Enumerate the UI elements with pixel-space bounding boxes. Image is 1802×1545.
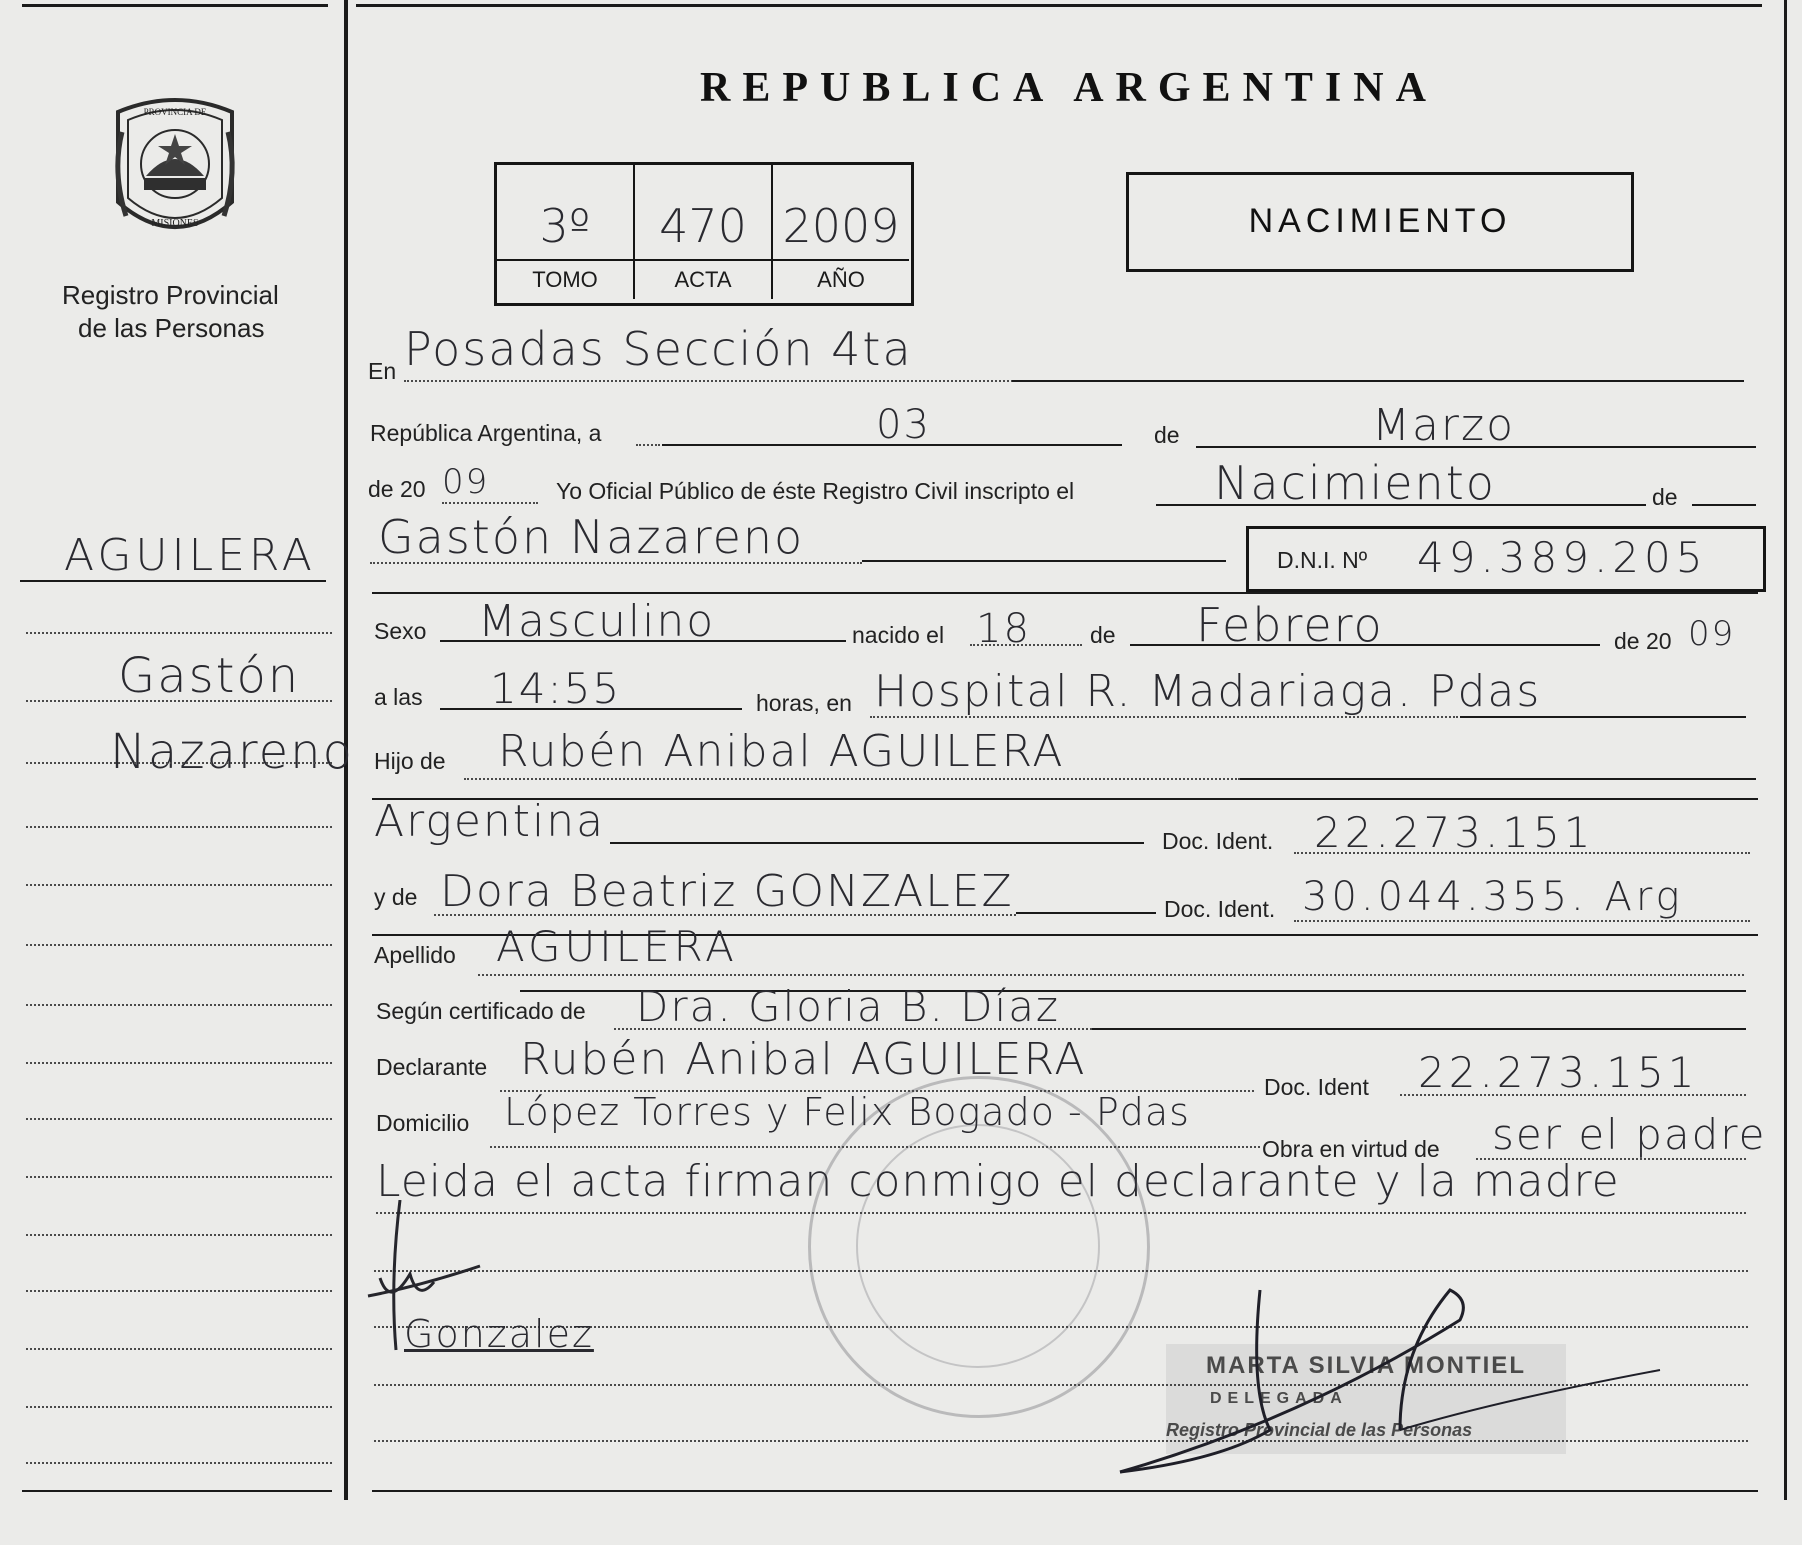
mother-name: Dora Beatriz GONZALEZ bbox=[440, 866, 1014, 917]
mother-doc: 30.044.355. Arg bbox=[1302, 874, 1684, 920]
officer-text: Yo Oficial Público de éste Registro Civil inscripto el bbox=[556, 478, 1075, 504]
registry-name-line2: de las Personas bbox=[78, 313, 265, 343]
dotted-line bbox=[614, 1028, 1092, 1030]
margin-bottom-line bbox=[22, 1490, 332, 1492]
apellido-value: AGUILERA bbox=[496, 922, 738, 971]
de-label-3: de bbox=[1090, 622, 1116, 648]
margin-dots bbox=[26, 700, 332, 702]
obra-value: ser el padre bbox=[1492, 1110, 1767, 1159]
day-value: 03 bbox=[876, 402, 931, 448]
margin-dots bbox=[26, 1290, 332, 1292]
anio-value: 2009 bbox=[782, 199, 900, 253]
acta-cell bbox=[635, 165, 773, 299]
closing-text: Leida el acta firman conmigo el declarante y la madre bbox=[376, 1156, 1620, 1207]
blank-line bbox=[1012, 380, 1744, 382]
dni-label: D.N.I. Nº bbox=[1277, 547, 1368, 573]
father-name: Rubén Anibal AGUILERA bbox=[498, 726, 1065, 777]
margin-given-line1: Gastón bbox=[118, 648, 301, 704]
dotted-line bbox=[870, 716, 1458, 718]
margin-surname: AGUILERA bbox=[64, 530, 316, 581]
margin-dots bbox=[26, 1462, 332, 1464]
dotted-line bbox=[636, 444, 660, 446]
margin-surname-line bbox=[20, 580, 326, 582]
left-signature-text: Gonzalez bbox=[404, 1312, 594, 1356]
acta-label: ACTA bbox=[635, 259, 771, 299]
apellido-label: Apellido bbox=[374, 942, 456, 968]
birth-year-suffix: 09 bbox=[1688, 614, 1736, 654]
margin-dots bbox=[26, 632, 332, 634]
official-stamp-inner-ring bbox=[856, 1124, 1100, 1368]
blank-line bbox=[610, 842, 1144, 844]
registry-name-line1: Registro Provincial bbox=[62, 280, 279, 310]
year-prefix: de 20 bbox=[368, 476, 426, 502]
margin-dots bbox=[26, 944, 332, 946]
segun-label: Según certificado de bbox=[376, 998, 586, 1024]
en-label: En bbox=[368, 358, 397, 384]
tomo-cell bbox=[497, 165, 635, 299]
month-value: Marzo bbox=[1372, 400, 1516, 451]
hijo-label: Hijo de bbox=[374, 748, 446, 774]
margin-dots bbox=[26, 1004, 332, 1006]
dotted-line bbox=[442, 502, 538, 504]
anio-label: AÑO bbox=[773, 259, 909, 299]
doc-label-1: Doc. Ident. bbox=[1162, 828, 1274, 854]
dotted-line bbox=[1294, 852, 1750, 854]
blank-line bbox=[1692, 504, 1756, 506]
birth-place: Hospital R. Madariaga. Pdas bbox=[874, 666, 1542, 717]
separator-line bbox=[372, 592, 1758, 594]
right-border bbox=[1784, 0, 1787, 1500]
blank-line bbox=[1460, 716, 1746, 718]
yde-label: y de bbox=[374, 884, 418, 910]
horas-label: horas, en bbox=[756, 690, 852, 716]
top-border-right bbox=[356, 4, 1762, 7]
record-type-box: NACIMIENTO bbox=[1126, 172, 1634, 272]
margin-dots bbox=[26, 1176, 332, 1178]
stamp-office: Registro Provincial de las Personas bbox=[1166, 1420, 1473, 1440]
father-nationality: Argentina bbox=[374, 796, 606, 847]
domicilio-label: Domicilio bbox=[376, 1110, 470, 1136]
father-doc: 22.273.151 bbox=[1314, 808, 1595, 857]
margin-dots bbox=[26, 826, 332, 828]
alas-label: a las bbox=[374, 684, 423, 710]
sexo-value: Masculino bbox=[478, 596, 716, 647]
dni-value: 49.389.205 bbox=[1417, 533, 1708, 582]
blank-line bbox=[1092, 1028, 1746, 1030]
tomo-label: TOMO bbox=[497, 259, 633, 299]
blank-line bbox=[1016, 912, 1156, 914]
seal-top-text: PROVINCIA DE bbox=[143, 107, 207, 117]
dotted-line bbox=[464, 778, 1240, 780]
margin-dots bbox=[26, 1348, 332, 1350]
certificate-by: Dra. Gloria B. Díaz bbox=[636, 982, 1060, 1031]
doc-label-3: Doc. Ident bbox=[1264, 1074, 1369, 1100]
republic-label: República Argentina, a bbox=[370, 420, 602, 446]
dni-box bbox=[1246, 526, 1766, 592]
de-label: de bbox=[1154, 422, 1180, 448]
domicilio-value: López Torres y Felix Bogado - Pdas bbox=[504, 1090, 1190, 1134]
stamp-title: DELEGADA bbox=[1210, 1390, 1348, 1407]
act-kind-value: Nacimiento bbox=[1214, 456, 1496, 510]
sexo-label: Sexo bbox=[374, 618, 427, 644]
child-name: Gastón Nazareno bbox=[378, 510, 805, 564]
nacido-label: nacido el bbox=[852, 622, 945, 648]
record-number-box bbox=[494, 162, 914, 306]
margin-dots bbox=[26, 884, 332, 886]
dotted-line bbox=[1400, 1094, 1746, 1096]
dotted-line bbox=[1294, 920, 1750, 922]
bottom-line bbox=[372, 1490, 1758, 1492]
right-signature-icon bbox=[1100, 1280, 1700, 1480]
provincial-seal-icon bbox=[108, 92, 242, 248]
dotted-line bbox=[434, 914, 1016, 916]
de-label-2: de bbox=[1652, 484, 1678, 510]
dotted-line bbox=[404, 380, 1016, 382]
dotted-line bbox=[970, 644, 1082, 646]
dotted-line bbox=[370, 562, 862, 564]
stamp-name: MARTA SILVIA MONTIEL bbox=[1206, 1352, 1526, 1379]
margin-dots bbox=[26, 1406, 332, 1408]
birth-day: 18 bbox=[976, 606, 1031, 652]
margin-given-line2: Nazareno bbox=[110, 724, 354, 780]
margin-dots bbox=[26, 1062, 332, 1064]
anio-cell bbox=[773, 165, 909, 299]
margin-dots bbox=[26, 1234, 332, 1236]
seal-bottom-text: MISIONES bbox=[151, 218, 199, 229]
declarante-doc: 22.273.151 bbox=[1418, 1048, 1699, 1097]
margin-dots bbox=[26, 762, 332, 764]
declarante-value: Rubén Anibal AGUILERA bbox=[520, 1034, 1087, 1085]
tomo-value: 3º bbox=[539, 199, 591, 253]
margin-dots bbox=[26, 1118, 332, 1120]
place-value: Posadas Sección 4ta bbox=[404, 322, 913, 376]
country-title: REPUBLICA ARGENTINA bbox=[700, 65, 1438, 111]
birth-time: 14:55 bbox=[490, 664, 622, 713]
obra-label: Obra en virtud de bbox=[1262, 1136, 1440, 1162]
top-border-left bbox=[22, 4, 328, 7]
blank-line bbox=[862, 560, 1226, 562]
acta-value: 470 bbox=[659, 199, 747, 253]
birth-month: Febrero bbox=[1196, 598, 1384, 652]
doc-label-2: Doc. Ident. bbox=[1164, 896, 1276, 922]
birth-year-label: de 20 bbox=[1614, 628, 1672, 654]
declarante-label: Declarante bbox=[376, 1054, 488, 1080]
year-suffix: 09 bbox=[442, 462, 490, 502]
dotted-line bbox=[478, 974, 1744, 976]
blank-line bbox=[1240, 778, 1756, 780]
